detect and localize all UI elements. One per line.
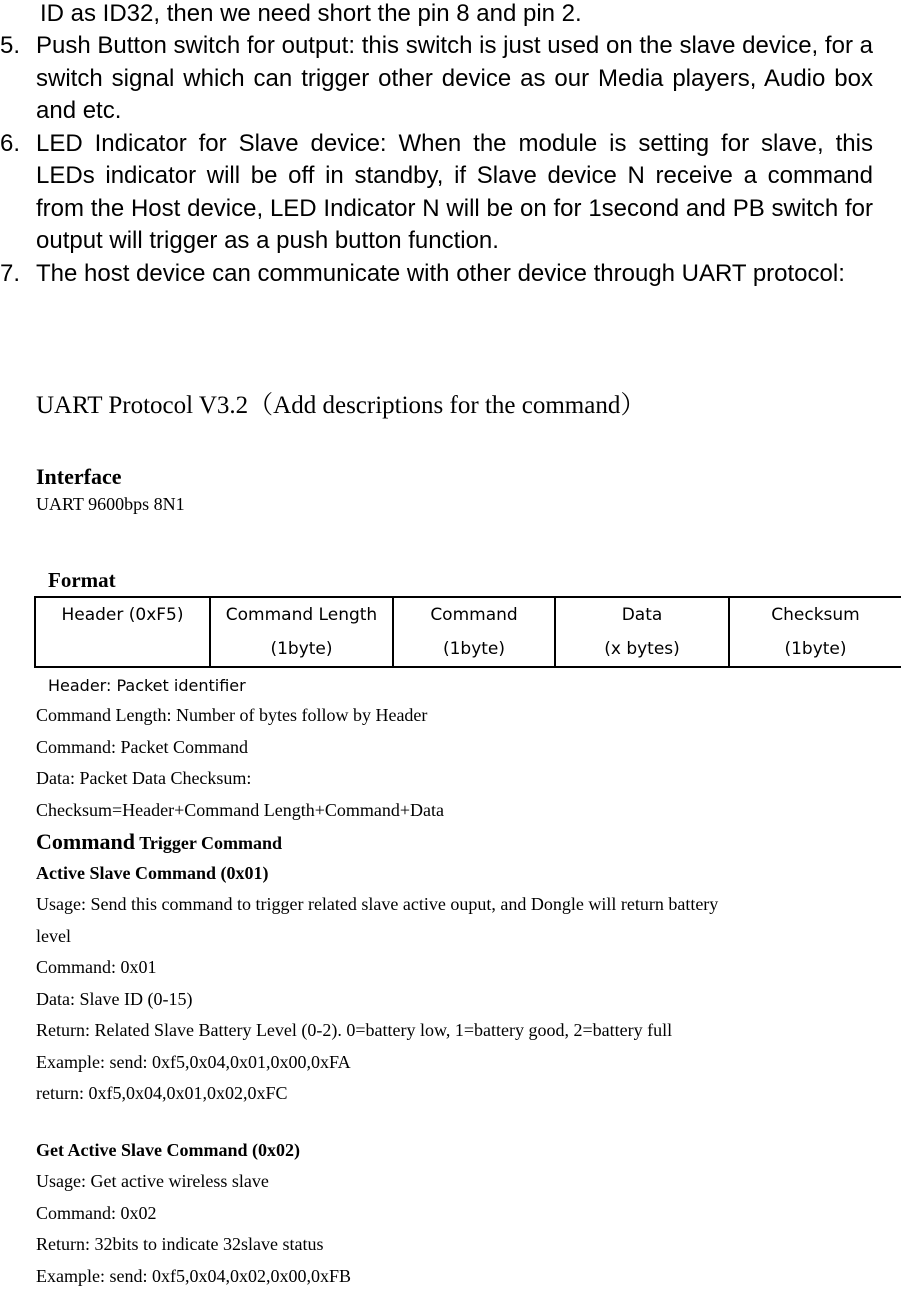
active-slave-usage-cont: level [36, 921, 876, 953]
active-slave-data: Data: Slave ID (0-15) [36, 984, 876, 1016]
interface-heading: Interface [36, 463, 122, 491]
format-cell-data [555, 597, 729, 667]
trigger-command-label: Trigger Command [139, 833, 282, 853]
command-documentation [36, 700, 876, 1292]
packet-format-table [34, 596, 901, 668]
spacer [36, 1110, 876, 1135]
list-item-text: Push Button switch for output: this switch is just used on the slave device, for a switch signal which can trigger other device as our Media players, Audio box and etc. [36, 30, 873, 128]
list-item [0, 128, 873, 258]
get-active-slave-command: Command: 0x02 [36, 1198, 876, 1230]
list-item-text: LED Indicator for Slave device: When the module is setting for slave, this LEDs indicator will be off in standby, if Slave device N receive a command from the Host device, LED Indicator N will be on for 1second and PB switch for output will trigger as a push button function. [36, 128, 873, 258]
format-cell-checksum [729, 597, 901, 667]
definition-line: Checksum=Header+Command Length+Command+Data [36, 795, 876, 827]
format-cell-line2: (x bytes) [556, 632, 728, 666]
command-label: Command [36, 829, 135, 854]
header-note: Header: Packet identifier [48, 674, 246, 698]
format-cell-command [393, 597, 555, 667]
command-section-heading [36, 826, 876, 858]
get-active-slave-example-send: Example: send: 0xf5,0x04,0x02,0x00,0xFB [36, 1261, 876, 1292]
format-cell-line2: (1byte) [394, 632, 554, 666]
format-cell-line1: Command [394, 598, 554, 632]
format-cell-header [35, 597, 210, 667]
format-cell-line2 [36, 632, 209, 666]
format-cell-line2: (1byte) [211, 632, 392, 666]
list-item-number: 7. [0, 258, 20, 291]
list-item-number: 6. [0, 128, 20, 161]
get-active-slave-usage: Usage: Get active wireless slave [36, 1166, 876, 1198]
table-row [35, 597, 901, 667]
interface-value: UART 9600bps 8N1 [36, 492, 185, 516]
protocol-title: UART Protocol V3.2（Add descriptions for the command） [36, 390, 645, 422]
definition-line: Command: Packet Command [36, 732, 876, 764]
definition-line: Command Length: Number of bytes follow by Header [36, 700, 876, 732]
get-active-slave-heading: Get Active Slave Command (0x02) [36, 1135, 876, 1167]
format-cell-line2: (1byte) [730, 632, 901, 666]
active-slave-usage: Usage: Send this command to trigger related slave active ouput, and Dongle will return battery [36, 889, 876, 921]
active-slave-example-send: Example: send: 0xf5,0x04,0x01,0x00,0xFA [36, 1047, 876, 1079]
definition-line: Data: Packet Data Checksum: [36, 763, 876, 795]
active-slave-command: Command: 0x01 [36, 952, 876, 984]
format-cell-line1: Checksum [730, 598, 901, 632]
list-item [0, 30, 873, 128]
list-item-text: The host device can communicate with other device through UART protocol: [36, 258, 873, 291]
format-cell-command-length [210, 597, 393, 667]
format-cell-line1: Command Length [211, 598, 392, 632]
active-slave-return: Return: Related Slave Battery Level (0-2). 0=battery low, 1=battery good, 2=battery full [36, 1015, 876, 1047]
list-item [0, 258, 873, 291]
format-cell-line1: Header (0xF5) [36, 598, 209, 632]
format-cell-line1: Data [556, 598, 728, 632]
numbered-list [0, 30, 873, 290]
active-slave-heading: Active Slave Command (0x01) [36, 858, 876, 890]
active-slave-example-return: return: 0xf5,0x04,0x01,0x02,0xFC [36, 1078, 876, 1110]
get-active-slave-return: Return: 32bits to indicate 32slave status [36, 1229, 876, 1261]
format-heading: Format [48, 566, 116, 594]
continuation-line: ID as ID32, then we need short the pin 8 and pin 2. [40, 0, 582, 28]
list-item-number: 5. [0, 30, 20, 63]
